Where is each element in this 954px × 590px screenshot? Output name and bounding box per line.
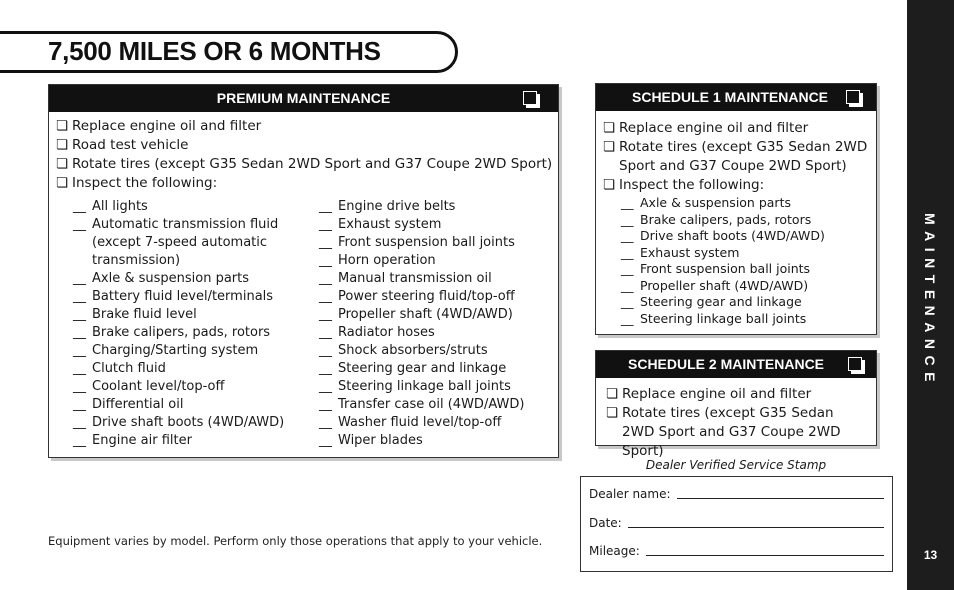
schedule-1-box	[595, 83, 877, 335]
premium-maintenance-box	[48, 84, 559, 458]
inspect-item: __ Coolant level/top-off	[73, 379, 225, 394]
box-bullet-icon: ❏	[56, 137, 69, 153]
box-bullet-icon: ❏	[606, 386, 619, 402]
box-bullet-icon: ❏	[603, 177, 616, 193]
inspect-item: __ Steering gear and linkage	[319, 361, 507, 376]
premium-task-list	[56, 117, 556, 193]
inspect-item: __ Steering linkage ball joints	[621, 310, 807, 326]
premium-inspect-column-2	[319, 198, 555, 450]
inspect-item: __ Differential oil	[73, 397, 184, 412]
inspect-item: __ Power steering fluid/top-off	[319, 289, 515, 304]
inspect-item: __ Radiator hoses	[319, 325, 435, 340]
schedule-2-heading: SCHEDULE 2 MAINTENANCE	[628, 356, 825, 372]
task-item: ❏ Rotate tires (except G35 Sedan 2WD Sport and G37 Coupe 2WD Sport)	[603, 139, 868, 174]
inspect-item: __ Drive shaft boots (4WD/AWD)	[621, 228, 825, 243]
task-item: ❏ Road test vehicle	[56, 137, 189, 153]
inspect-item: __ Drive shaft boots (4WD/AWD)	[73, 415, 285, 430]
inspect-item: __ Propeller shaft (4WD/AWD)	[319, 307, 513, 322]
premium-inspect-column-1	[73, 198, 313, 450]
section-label: MAINTENANCE LOG	[886, 212, 938, 388]
inspect-item: __ Charging/Starting system	[73, 343, 259, 358]
dealer-name-label: Dealer name:	[589, 487, 671, 501]
inspect-item: __ Automatic transmission fluid	[73, 217, 279, 232]
footnote: Equipment varies by model. Perform only those operations that apply to your vehicle.	[48, 534, 543, 548]
inspect-item: __ Manual transmission oil	[319, 271, 492, 286]
schedule-2-task-list	[606, 385, 870, 461]
task-item: ❏ Replace engine oil and filter	[603, 120, 809, 136]
schedule-1-header	[596, 84, 876, 111]
mileage-label: Mileage:	[589, 544, 640, 558]
schedule-1-task-list	[603, 119, 869, 195]
task-item: ❏ Inspect the following:	[56, 175, 218, 191]
task-item: ❏ Replace engine oil and filter	[606, 386, 812, 402]
stamp-caption: Dealer Verified Service Stamp	[645, 458, 827, 472]
inspect-item: __ Steering linkage ball joints	[319, 379, 511, 394]
premium-maintenance-heading: PREMIUM MAINTENANCE	[216, 90, 391, 106]
date-row	[589, 516, 884, 530]
mileage-field[interactable]	[646, 555, 884, 556]
box-bullet-icon: ❏	[603, 139, 616, 155]
task-item: ❏ Replace engine oil and filter	[56, 118, 262, 134]
inspect-item-continued: transmission)	[92, 253, 181, 268]
inspect-item: __ Axle & suspension parts	[621, 195, 791, 210]
schedule-1-heading: SCHEDULE 1 MAINTENANCE	[632, 89, 829, 105]
inspect-item-continued: (except 7-speed automatic	[92, 235, 268, 250]
task-item: ❏ Inspect the following:	[603, 177, 765, 193]
box-bullet-icon: ❏	[603, 120, 616, 136]
task-item: ❏ Rotate tires (except G35 Sedan 2WD Sport and G37 Coupe 2WD Sport)	[606, 405, 841, 459]
inspect-item: __ Brake calipers, pads, rotors	[73, 325, 271, 340]
inspect-item: __ Steering gear and linkage	[621, 294, 802, 309]
inspect-item: __ Axle & suspension parts	[73, 271, 250, 286]
checkbox-icon	[523, 91, 537, 105]
dealer-name-row	[589, 487, 884, 501]
inspect-item: __ Transfer case oil (4WD/AWD)	[319, 397, 525, 412]
box-bullet-icon: ❏	[56, 156, 69, 172]
schedule-2-box	[595, 350, 877, 459]
inspect-item: __ Propeller shaft (4WD/AWD)	[621, 277, 809, 293]
box-bullet-icon: ❏	[606, 405, 619, 421]
box-bullet-icon: ❏	[56, 175, 69, 191]
checkbox-icon	[846, 90, 860, 104]
schedule-1-inspect-list	[621, 195, 871, 327]
premium-maintenance-header	[49, 85, 558, 112]
inspect-item: __ Horn operation	[319, 253, 436, 268]
inspect-item: __ Engine drive belts	[319, 199, 456, 214]
inspect-item: __ Engine air filter	[73, 433, 192, 448]
inspect-item: __ Battery fluid level/terminals	[73, 289, 274, 304]
inspect-item: __ Clutch fluid	[73, 361, 166, 376]
dealer-name-field[interactable]	[677, 498, 884, 499]
box-bullet-icon: ❏	[56, 118, 69, 134]
inspect-item: __ Front suspension ball joints	[319, 235, 515, 250]
inspect-item: __ Exhaust system	[319, 217, 442, 232]
checkbox-icon	[848, 357, 862, 371]
inspect-item: __ Front suspension ball joints	[621, 261, 811, 276]
inspect-item: __ Exhaust system	[621, 244, 740, 260]
inspect-item: __ All lights	[73, 199, 148, 214]
inspect-item: __ Brake fluid level	[73, 307, 197, 322]
page-title: 7,500 MILES OR 6 MONTHS	[48, 36, 381, 66]
date-label: Date:	[589, 516, 622, 530]
date-field[interactable]	[628, 527, 884, 528]
mileage-row	[589, 544, 884, 558]
task-item: ❏ Rotate tires (except G35 Sedan 2WD Sport and G37 Coupe 2WD Sport)	[56, 156, 553, 172]
inspect-item: __ Wiper blades	[319, 433, 423, 448]
schedule-2-header	[596, 351, 876, 378]
inspect-item: __ Washer fluid level/top-off	[319, 415, 502, 430]
inspect-item: __ Brake calipers, pads, rotors	[621, 211, 812, 227]
inspect-item: __ Shock absorbers/struts	[319, 343, 488, 358]
page-number: 13	[923, 548, 938, 562]
dealer-stamp-box	[580, 476, 893, 572]
